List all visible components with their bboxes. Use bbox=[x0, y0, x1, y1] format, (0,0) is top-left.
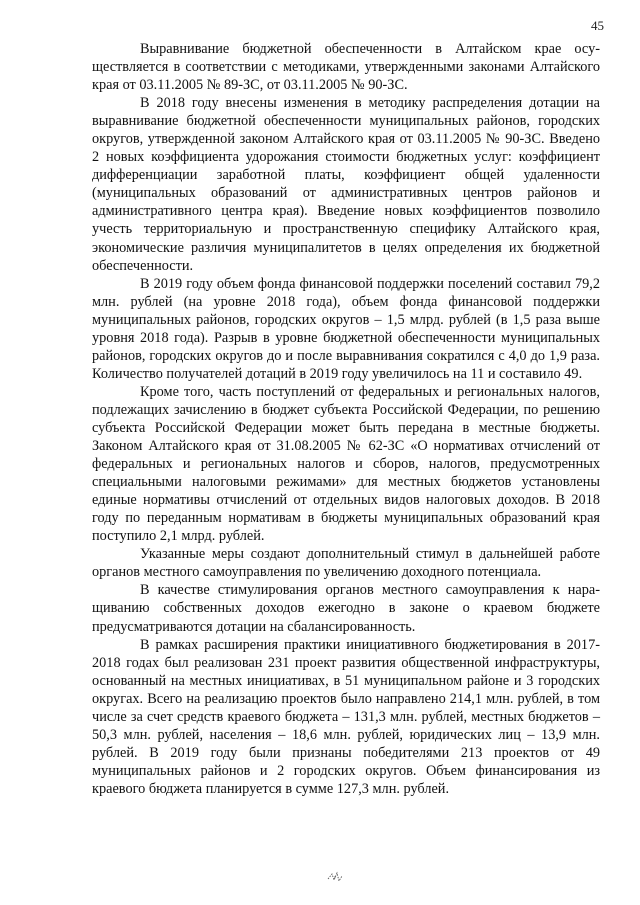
paragraph-equalization-methods: Выравнивание бюджетной обеспеченности в Алтайском крае осуществляется в соответствии с методиками, утвержденными законами Алтайского края от 03.11.2005 № 89-ЗС, от 03.11.2005 № 90-ЗС. bbox=[92, 41, 600, 94]
paragraph-tax-deductions: Кроме того, часть поступлений от федеральных и региональных налогов, подлежащих зачислению в бюджет субъекта Российской Федерации, по решению субъекта Российской Федерации может быть передана в местные бюджеты. Законом Алтайского края от 31.08.2005 № 62-ЗС «О нормативах отчислений от федеральных и региональных налогов и сборов, налогов, предусмотренных специальными налоговыми режимами» для местных бюджетов установлены единые нормативы отчислений от отдельных видов налоговых доходов. В 2018 году по переданным нормативам в бюджеты муниципальных образований края поступило 2,1 млрд. рублей. bbox=[92, 383, 600, 545]
paragraph-2019-support-funds: В 2019 году объем фонда финансовой поддержки поселений составил 79,2 млн. рублей (на уровне 2018 года), объем фонда финансовой поддержки муниципальных районов, городских округов – 1,5 млрд. рублей (в 1,5 раза выше уровня 2018 года). Разрыв в уровне бюджетной обеспеченности муниципальных районов, городских округов до и после выравнивания сократился с 4,0 до 1,9 раза. Количество получателей дотаций в 2019 году увеличилось на 11 и составило 49. bbox=[92, 275, 600, 382]
paragraph-initiative-budgeting: В рамках расширения практики инициативного бюджетирования в 2017-2018 годах был реализован 231 проект развития общественной инфраструктуры, основанный на местных инициативах, в 51 муниципальном районе и 3 городских округах. Всего на реализацию проектов было направлено 214,1 млн. рублей, в том числе за счет средств краевого бюджета – 131,3 млн. рублей, местных бюджетов – 50,3 млн. рублей, населения – 18,6 млн. рублей, юридических лиц – 13,9 млн. рублей. В 2019 году были признаны победителями 213 проектов от 49 муниципальных районов и 2 городских округов. Объем финансирования из краевого бюджета планируется в сумме 127,3 млн. рублей. bbox=[92, 636, 600, 797]
page-number: 45 bbox=[591, 18, 604, 33]
document-body bbox=[92, 40, 600, 798]
scan-mark-icon bbox=[325, 870, 345, 884]
paragraph-balance-grants: В качестве стимулирования органов местного самоуправления к наращиванию собственных доходов ежегодно в законе о краевом бюджете предусматриваются дотации на сбалансированность. bbox=[92, 582, 600, 635]
paragraph-2018-methodology-changes: В 2018 году внесены изменения в методику распределения дотации на выравнивание бюджетной обеспеченности муниципальных районов, городских округов, утвержденной законом Алтайского края от 03.11.2005 № 90-ЗС. Введено 2 новых коэффициента удорожания стоимости бюджетных услуг: коэффициент дифференциации заработной платы, коэффициент общей удаленности (муниципальных образований от административных центров районов и административного центра края). Введение новых коэффициентов позволило учесть территориальную и пространственную специфику Алтайского края, экономические различия муниципалитетов в целях определения их бюджетной обеспеченности. bbox=[92, 95, 600, 274]
paragraph-incentive-measures: Указанные меры создают дополнительный стимул в дальнейшей работе органов местного самоуправления по увеличению доходного потенциала. bbox=[92, 546, 600, 581]
